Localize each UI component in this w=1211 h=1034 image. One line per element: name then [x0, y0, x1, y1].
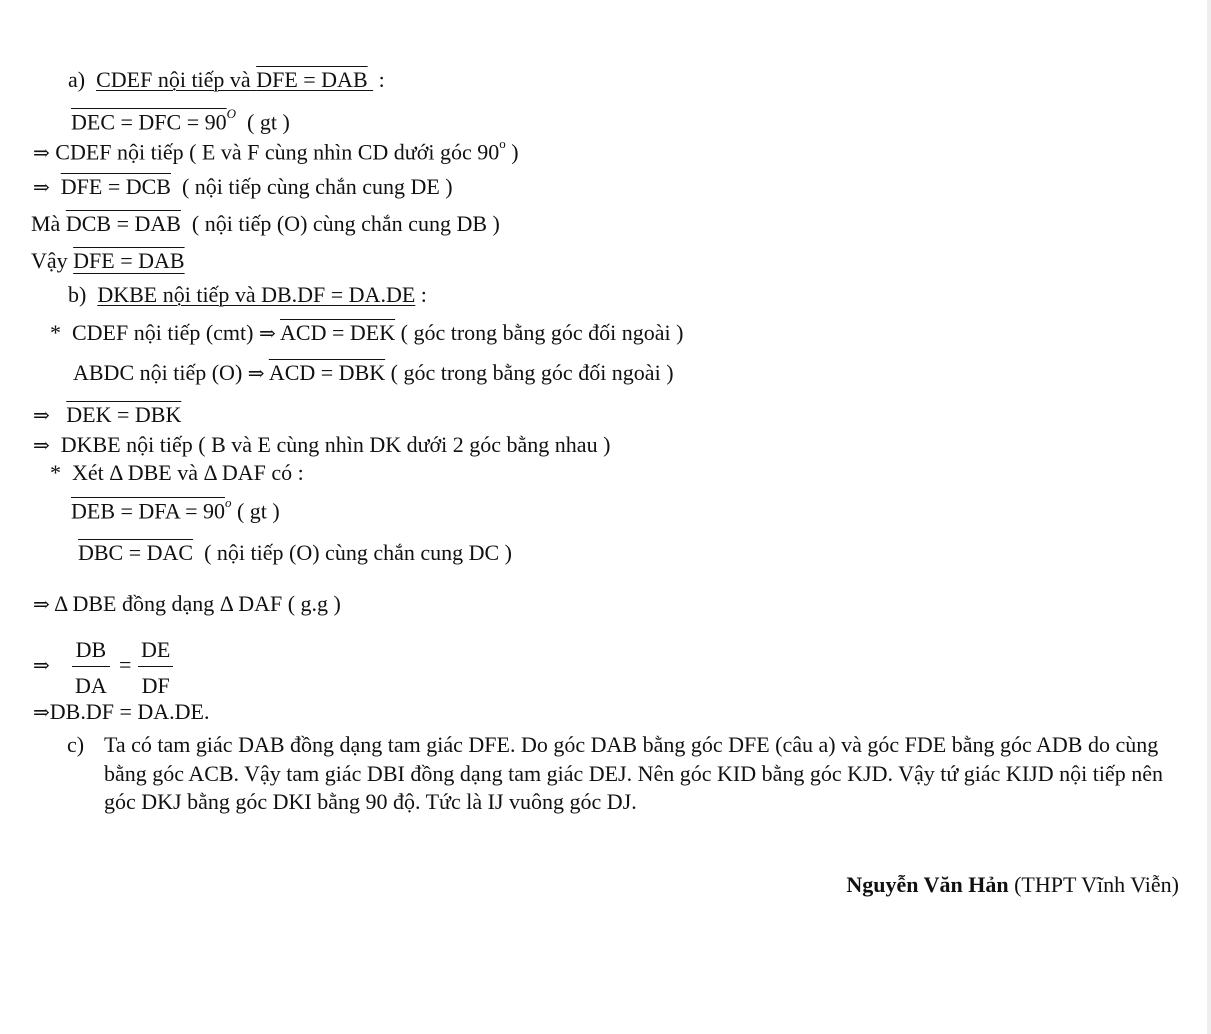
implies-icon: ⇒	[247, 361, 265, 385]
part-a-heading	[68, 69, 385, 91]
implies-icon: ⇒	[33, 433, 50, 457]
author-name: Nguyễn Văn Hản	[846, 872, 1009, 897]
implies-icon: ⇒	[33, 653, 50, 677]
part-b-line-3: ⇒ DEK = DBK	[33, 402, 182, 427]
part-a-line-5: Vậy DFE = DAB	[31, 248, 185, 273]
implies-icon: ⇒	[33, 140, 50, 165]
fraction-numerator: DE	[138, 637, 173, 667]
part-b-line-8: ⇒ Δ DBE đồng dạng Δ DAF ( g.g )	[33, 591, 341, 616]
implies-icon: ⇒	[33, 700, 50, 724]
author-school: (THPT Vĩnh Viễn)	[1014, 872, 1179, 897]
part-b-line-4: ⇒ DKBE nội tiếp ( B và E cùng nhìn DK dưới 2 góc bằng nhau )	[33, 432, 611, 457]
part-b-line-2: ABDC nội tiếp (O) ⇒ ACD = DBK ( góc trong bằng góc đối ngoài )	[73, 360, 674, 385]
fraction-denominator: DA	[75, 673, 107, 698]
part-c-paragraph	[67, 731, 1184, 817]
fraction-equals: =	[119, 652, 132, 677]
fraction-db-da	[72, 637, 110, 699]
part-b-line-10: ⇒DB.DF = DA.DE.	[33, 699, 210, 724]
part-a-title: CDEF nội tiếp và	[96, 67, 251, 92]
implies-icon: ⇒	[33, 592, 50, 616]
part-b-line-9-arrow	[33, 654, 50, 676]
implies-icon: ⇒	[258, 321, 276, 345]
part-a-line-3: ⇒ DFE = DCB ( nội tiếp cùng chắn cung DE )	[33, 174, 453, 199]
page-edge	[1207, 0, 1211, 1034]
signature	[846, 872, 1179, 898]
part-b-label: b)	[68, 282, 87, 307]
part-c-text: Ta có tam giác DAB đồng dạng tam giác DFE. Do góc DAB bằng góc DFE (câu a) và góc FDE bằng góc ADB do cùng bằng góc ACB. Vậy tam giác DBI đồng dạng tam giác DEJ. Nên góc KID bằng góc KJD. Vậy tứ giác KIJD nội tiếp nên góc DKJ bằng góc DKI bằng 90 độ. Tức là IJ vuông góc DJ.	[104, 732, 1163, 814]
part-b-line-1: * CDEF nội tiếp (cmt) ⇒ ACD = DEK ( góc trong bằng góc đối ngoài )	[50, 320, 684, 345]
fraction-denominator: DF	[141, 673, 170, 698]
part-a-line-2: ⇒ CDEF nội tiếp ( E và F cùng nhìn CD dưới góc 90$^o$ )	[33, 136, 519, 165]
part-b-line-6: DEB = DFA = $90^o$ ( gt )	[71, 495, 280, 524]
part-a-line-4: Mà DCB = DAB ( nội tiếp (O) cùng chắn cung DB )	[31, 211, 500, 236]
part-b-heading: b) DKBE nội tiếp và DB.DF = DA.DE :	[68, 282, 427, 307]
part-a-line-1: DEC = DFC = $90^O$ ( gt )	[71, 106, 290, 135]
fraction-numerator: DB	[72, 637, 110, 667]
part-a-title-equation: DFE = DAB	[256, 67, 368, 92]
implies-icon: ⇒	[33, 403, 50, 427]
part-b-title: DKBE nội tiếp và DB.DF = DA.DE	[97, 282, 416, 307]
part-b-line-7: DBC = DAC ( nội tiếp (O) cùng chắn cung DC )	[78, 540, 513, 565]
implies-icon: ⇒	[33, 175, 50, 199]
part-a-colon: :	[378, 67, 385, 92]
part-b-line-5: * Xét Δ DBE và Δ DAF có :	[50, 460, 304, 485]
part-c-label: c)	[67, 732, 85, 757]
fraction-de-df	[138, 637, 173, 699]
part-a-label: a)	[68, 67, 86, 92]
